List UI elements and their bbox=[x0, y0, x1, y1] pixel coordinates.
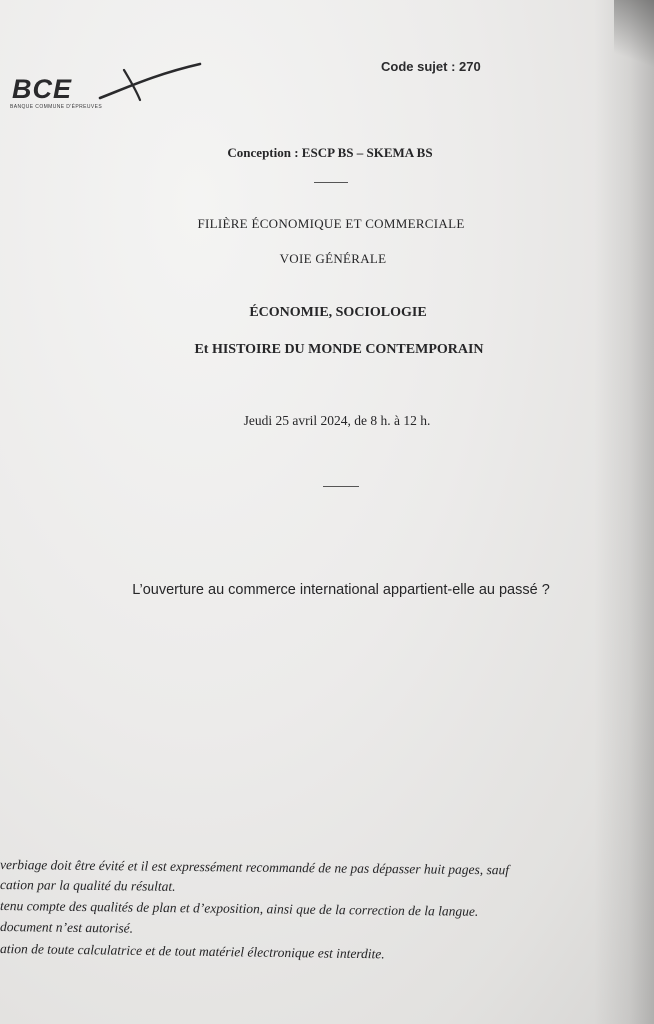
conception-line: Conception : ESCP BS – SKEMA BS bbox=[227, 145, 433, 160]
filiere-line: FILIÈRE ÉCONOMIQUE ET COMMERCIALE bbox=[197, 216, 465, 231]
instruction-line: cation par la qualité du résultat. bbox=[0, 877, 176, 894]
code-sujet: Code sujet : 270 bbox=[381, 59, 481, 74]
instruction-line: document n’est autorisé. bbox=[0, 919, 134, 936]
essay-question: L’ouverture au commerce international appartient-elle au passé ? bbox=[132, 582, 550, 598]
page-corner-shadow bbox=[614, 0, 654, 70]
voie-line: VOIE GÉNÉRALE bbox=[279, 251, 387, 266]
instruction-line: tenu compte des qualités de plan et d’exposition, ainsi que de la correction de la langue. bbox=[0, 898, 479, 919]
instruction-line: verbiage doit être évité et il est expressément recommandé de ne pas dépasser huit pages, sauf bbox=[0, 857, 510, 878]
exam-date: Jeudi 25 avril 2024, de 8 h. à 12 h. bbox=[243, 413, 431, 428]
logo-text: BCE bbox=[12, 74, 73, 104]
bce-logo bbox=[8, 62, 208, 114]
logo-subtitle: BANQUE COMMUNE D'ÉPREUVES bbox=[10, 104, 103, 110]
divider bbox=[323, 486, 359, 487]
logo-swoosh-icon bbox=[96, 62, 206, 102]
page-shadow bbox=[594, 0, 654, 1024]
divider bbox=[314, 182, 348, 183]
subject-title-line-2: Et HISTOIRE DU MONDE CONTEMPORAIN bbox=[194, 342, 484, 357]
instruction-line: ation de toute calculatrice et de tout matériel électronique est interdite. bbox=[0, 941, 385, 962]
subject-title-line-1: ÉCONOMIE, SOCIOLOGIE bbox=[249, 305, 427, 320]
